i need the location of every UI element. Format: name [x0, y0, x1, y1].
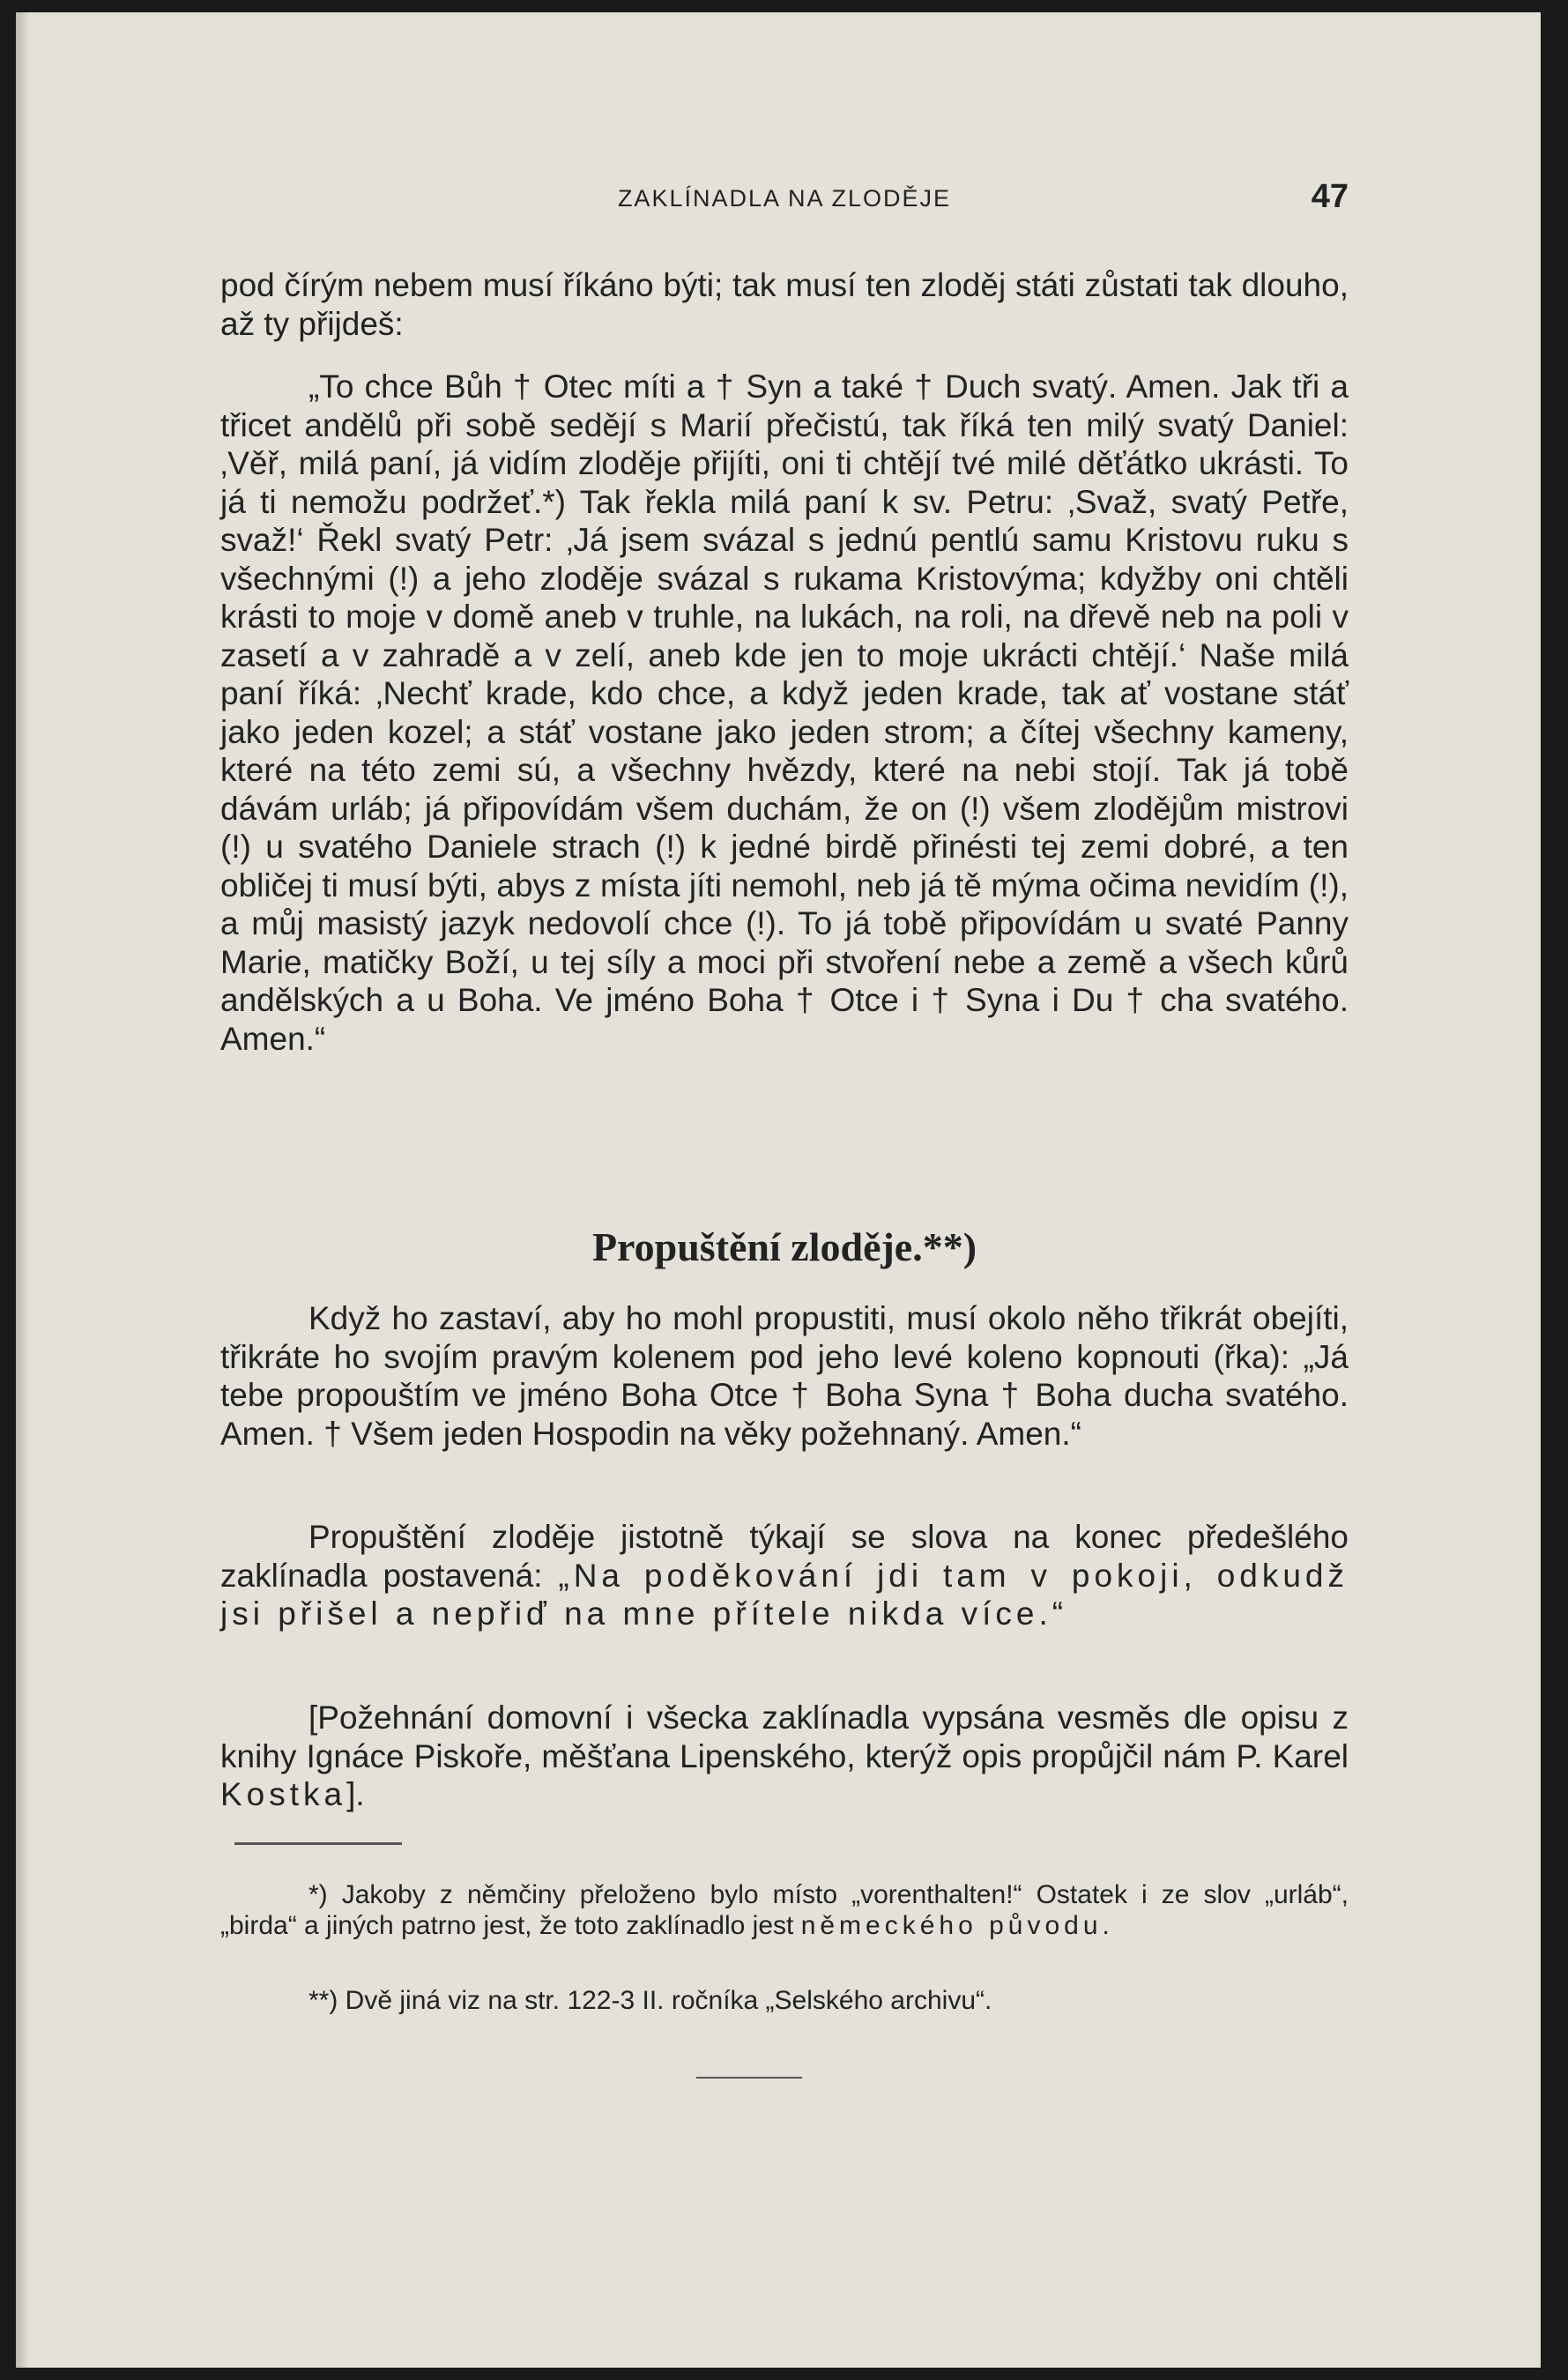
page-number: 47	[1311, 178, 1349, 215]
paragraph-incantation: „To chce Bůh † Otec míti a † Syn a také † Duch svatý. Amen. Jak tři a třicet andělů při sobě sedějí s Marií přečistú, tak říká ten milý svatý Daniel: ‚Věř, milá paní, já vidím zloděje přijíti, oni ti chtějí tvé milé děťátko ukrásti. To já ti nemožu podržeť.*) Tak řekla milá paní k sv. Petru: ‚Svaž, svatý Petře, svaž!‘ Řekl svatý Petr: ‚Já jsem svázal s jednú pentlú samu Kristovu ruku s všechnými (!) a jeho zloděje svázal s rukama Kristovýma; kdyžby oni chtěli krásti to moje v domě aneb v truhle, na lukách, na roli, na dřevě neb na poli v zasetí a v zahradě a v zelí, aneb kde jen to moje ukrácti chtějí.‘ Naše milá paní říká: ‚Nechť krade, kdo chce, a když jeden krade, tak ať vostane stáť jako jeden kozel; a stáť vostane jako jeden strom; a čítej všechny kameny, které na této zemi sú, a všechny hvězdy, které na nebi stojí. Tak já tobě dávám urláb; já připovídám všem duchám, že on (!) všem zlodějům mistrovi (!) u svatého Daniele strach (!) k jedné birdě přinésti tej zemi dobré, a ten obličej ti musí býti, abys z místa jíti nemohl, neb já tě mýma očima nevidím (!), a můj masistý jazyk nedovolí chce (!). To já tobě připovídám u svaté Panny Marie, matičky Boží, u tej síly a moci při stvoření nebe a země a všech kůrů andělských a u Boha. Ve jméno Boha † Otce i † Syna i Du † cha svatého. Amen.“	[220, 368, 1349, 1057]
footnote-rule	[234, 1842, 402, 1845]
paragraph-source	[220, 1699, 1349, 1814]
section-heading: Propuštění zloděje.**)	[591, 1224, 977, 1269]
paragraph-release: Když ho zastaví, aby ho mohl propustiti, musí okolo něho třikrát obejíti, třikráte ho svojím pravým kolenem pod jeho levé koleno kopnouti (řka): „Já tebe propouštím ve jméno Boha Otce † Boha Syna † Boha ducha svatého. Amen. † Všem jeden Hospodin na věky požehnaný. Amen.“	[220, 1300, 1349, 1452]
running-head	[220, 178, 1349, 222]
end-rule	[696, 2077, 802, 2079]
running-title: ZAKLÍNADLA NA ZLODĚJE	[617, 185, 952, 212]
note-spaced-quote: „Na poděkování jdi tam v pokoji, odkudž jsi přišel a nepřiď na mne přítele nikda více.“	[220, 1557, 1349, 1632]
scanned-page	[16, 12, 1541, 2368]
footnote-1	[220, 1879, 1349, 1941]
source-end: ].	[346, 1776, 365, 1812]
footnote-1-lead: *) Jakoby z němčiny přeloženo bylo místo „vorenthalten!“ Ostatek i ze slov „urláb“, „birda“ a jiných patrno jest, že toto zaklínadlo jest	[220, 1880, 1349, 1940]
note-lead: Propuštění zloděje jistotně týkají se slova na konec předešlého zaklínadla postavená:	[220, 1519, 1349, 1594]
footnote-2: **) Dvě jiná viz na str. 122-3 II. ročníka „Selského archivu“.	[308, 1986, 992, 2015]
footnote-1-spaced: německého původu.	[800, 1911, 1114, 1940]
source-lead: [Požehnání domovní i všecka zaklínadla vypsána vesměs dle opisu z knihy Ignáce Piskoře, měšťana Lipenského, kterýž opis propůjčil nám P. Karel	[220, 1699, 1349, 1774]
source-name-spaced: Kostka	[220, 1776, 347, 1812]
paragraph-note	[220, 1518, 1349, 1633]
paragraph-intro: pod čírým nebem musí říkáno býti; tak musí ten zloděj státi zůstati tak dlouho, až ty přijdeš:	[220, 267, 1349, 342]
